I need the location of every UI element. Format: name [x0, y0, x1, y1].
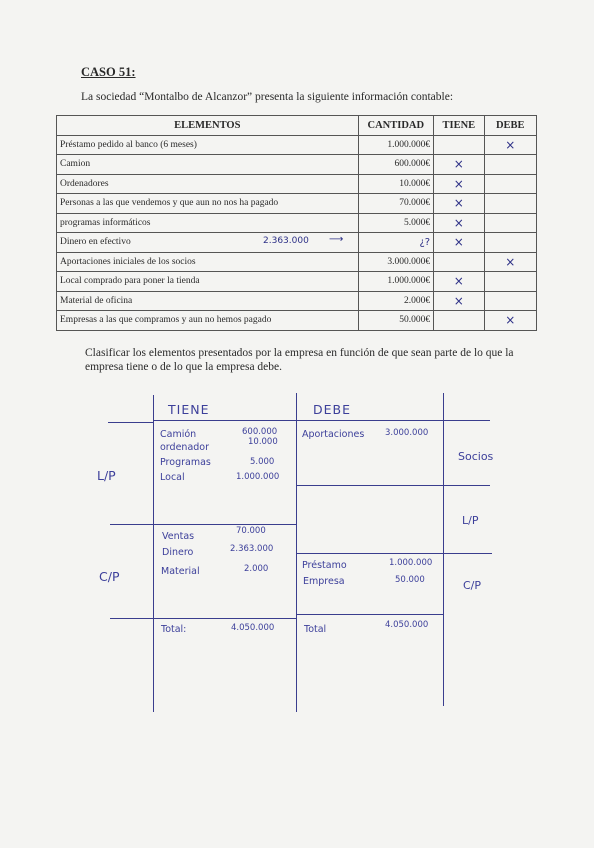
row-cantidad: 70.000€	[358, 194, 434, 214]
tiene-lp-value: 5.000	[250, 457, 275, 467]
header-elementos: ELEMENTOS	[57, 116, 359, 136]
header-debe: DEBE	[484, 116, 536, 136]
table-row	[57, 213, 537, 233]
debe-lp-label: Aportaciones	[302, 429, 365, 440]
cp-left-label: C/P	[99, 569, 120, 584]
row-tiene-mark: ×	[434, 155, 484, 175]
debe-lp-value: 3.000.000	[385, 428, 429, 438]
grid-line	[110, 524, 296, 525]
row-debe-mark	[484, 194, 536, 214]
tiene-cp-value: 2.363.000	[230, 544, 274, 554]
intro-text: La sociedad “Montalbo de Alcanzor” presenta la siguiente información contable:	[81, 91, 454, 103]
tiene-cp-label: Ventas	[162, 531, 195, 542]
cp-right-label: C/P	[463, 579, 482, 592]
row-elemento: Préstamo pedido al banco (6 meses)	[57, 135, 359, 155]
row-cantidad: 5.000€	[358, 213, 434, 233]
row-elemento: Material de oficina	[57, 291, 359, 311]
row-elemento: Ordenadores	[57, 174, 359, 194]
total-tiene-value: 4.050.000	[231, 623, 275, 633]
tiene-lp-label: Camión	[160, 429, 197, 440]
row-tiene-mark: ×	[434, 194, 484, 214]
row-cantidad: 2.000€	[358, 291, 434, 311]
header-tiene: TIENE	[434, 116, 484, 136]
lp-right-label: L/P	[462, 514, 479, 527]
row-debe-mark	[484, 174, 536, 194]
tiene-lp-value: 1.000.000	[236, 472, 280, 482]
tiene-lp-label: Local	[160, 472, 185, 483]
table-row	[57, 174, 537, 194]
tiene-lp-value: 10.000	[248, 437, 278, 447]
total-debe-label: Total	[304, 624, 327, 635]
row-tiene-mark	[434, 311, 484, 331]
table-row	[57, 291, 537, 311]
row-cantidad: ¿?	[358, 233, 434, 253]
grid-line	[296, 485, 490, 486]
row-tiene-mark: ×	[434, 213, 484, 233]
row-debe-mark	[484, 291, 536, 311]
row-elemento: programas informáticos	[57, 213, 359, 233]
row-tiene-mark	[434, 252, 484, 272]
table-row	[57, 311, 537, 331]
header-cantidad: CANTIDAD	[358, 116, 434, 136]
table-row	[57, 272, 537, 292]
row-elemento: Local comprado para poner la tienda	[57, 272, 359, 292]
tiene-cp-value: 70.000	[236, 526, 266, 536]
table-row	[57, 233, 537, 253]
row-cantidad: 1.000.000€	[358, 135, 434, 155]
tiene-lp-label: Programas	[160, 457, 211, 468]
row-elemento: Aportaciones iniciales de los socios	[57, 252, 359, 272]
grid-line	[296, 553, 492, 554]
tiene-lp-value: 600.000	[242, 427, 278, 437]
debe-cp-value: 1.000.000	[389, 558, 433, 568]
row-tiene-mark: ×	[434, 291, 484, 311]
row-cantidad: 50.000€	[358, 311, 434, 331]
tiene-cp-label: Material	[161, 566, 200, 577]
total-debe-value: 4.050.000	[385, 620, 429, 630]
row-debe-mark: ×	[484, 311, 536, 331]
table-row	[57, 252, 537, 272]
debe-cp-label: Préstamo	[302, 560, 347, 571]
debe-header: DEBE	[313, 402, 351, 417]
tiene-cp-label: Dinero	[162, 547, 194, 558]
total-tiene-label: Total:	[161, 624, 187, 635]
tiene-header: TIENE	[168, 402, 210, 417]
table-row	[57, 155, 537, 175]
case-title: CASO 51:	[81, 65, 136, 79]
row-tiene-mark: ×	[434, 272, 484, 292]
row-elemento: Personas a las que vendemos y que aun no nos ha pagado	[57, 194, 359, 214]
grid-line	[153, 395, 154, 712]
tiene-lp-label: ordenador	[160, 442, 210, 453]
row-tiene-mark: ×	[434, 174, 484, 194]
question-text: Clasificar los elementos presentados por la empresa en función de que sean parte de lo que la empresa tiene o de lo que la empresa debe.	[85, 347, 514, 373]
row-cantidad: 1.000.000€	[358, 272, 434, 292]
row-elemento: Dinero en efectivo	[60, 237, 131, 248]
table-header-row	[57, 116, 537, 136]
row-debe-mark: ×	[484, 252, 536, 272]
row-tiene-mark	[434, 135, 484, 155]
row-debe-mark	[484, 233, 536, 253]
row-cantidad: 10.000€	[358, 174, 434, 194]
handwritten-dinero-amount: 2.363.000	[263, 236, 309, 246]
grid-line	[108, 422, 153, 423]
row-cantidad: 600.000€	[358, 155, 434, 175]
debe-cp-label: Empresa	[303, 576, 345, 587]
row-debe-mark	[484, 213, 536, 233]
row-debe-mark: ×	[484, 135, 536, 155]
row-elemento-dinero	[57, 233, 359, 253]
arrow-icon: ⟶	[329, 234, 344, 245]
grid-line	[443, 393, 444, 706]
row-tiene-mark: ×	[434, 233, 484, 253]
grid-line	[153, 420, 490, 421]
debe-cp-value: 50.000	[395, 575, 425, 585]
row-debe-mark	[484, 155, 536, 175]
table-row	[57, 135, 537, 155]
table-row	[57, 194, 537, 214]
socios-label: Socios	[458, 450, 494, 463]
tiene-cp-value: 2.000	[244, 564, 269, 574]
row-elemento: Empresas a las que compramos y aun no hemos pagado	[57, 311, 359, 331]
lp-left-label: L/P	[97, 468, 116, 483]
elements-table	[56, 115, 537, 331]
row-debe-mark	[484, 272, 536, 292]
grid-line	[110, 618, 296, 619]
grid-line	[296, 614, 443, 615]
row-elemento: Camion	[57, 155, 359, 175]
row-cantidad: 3.000.000€	[358, 252, 434, 272]
